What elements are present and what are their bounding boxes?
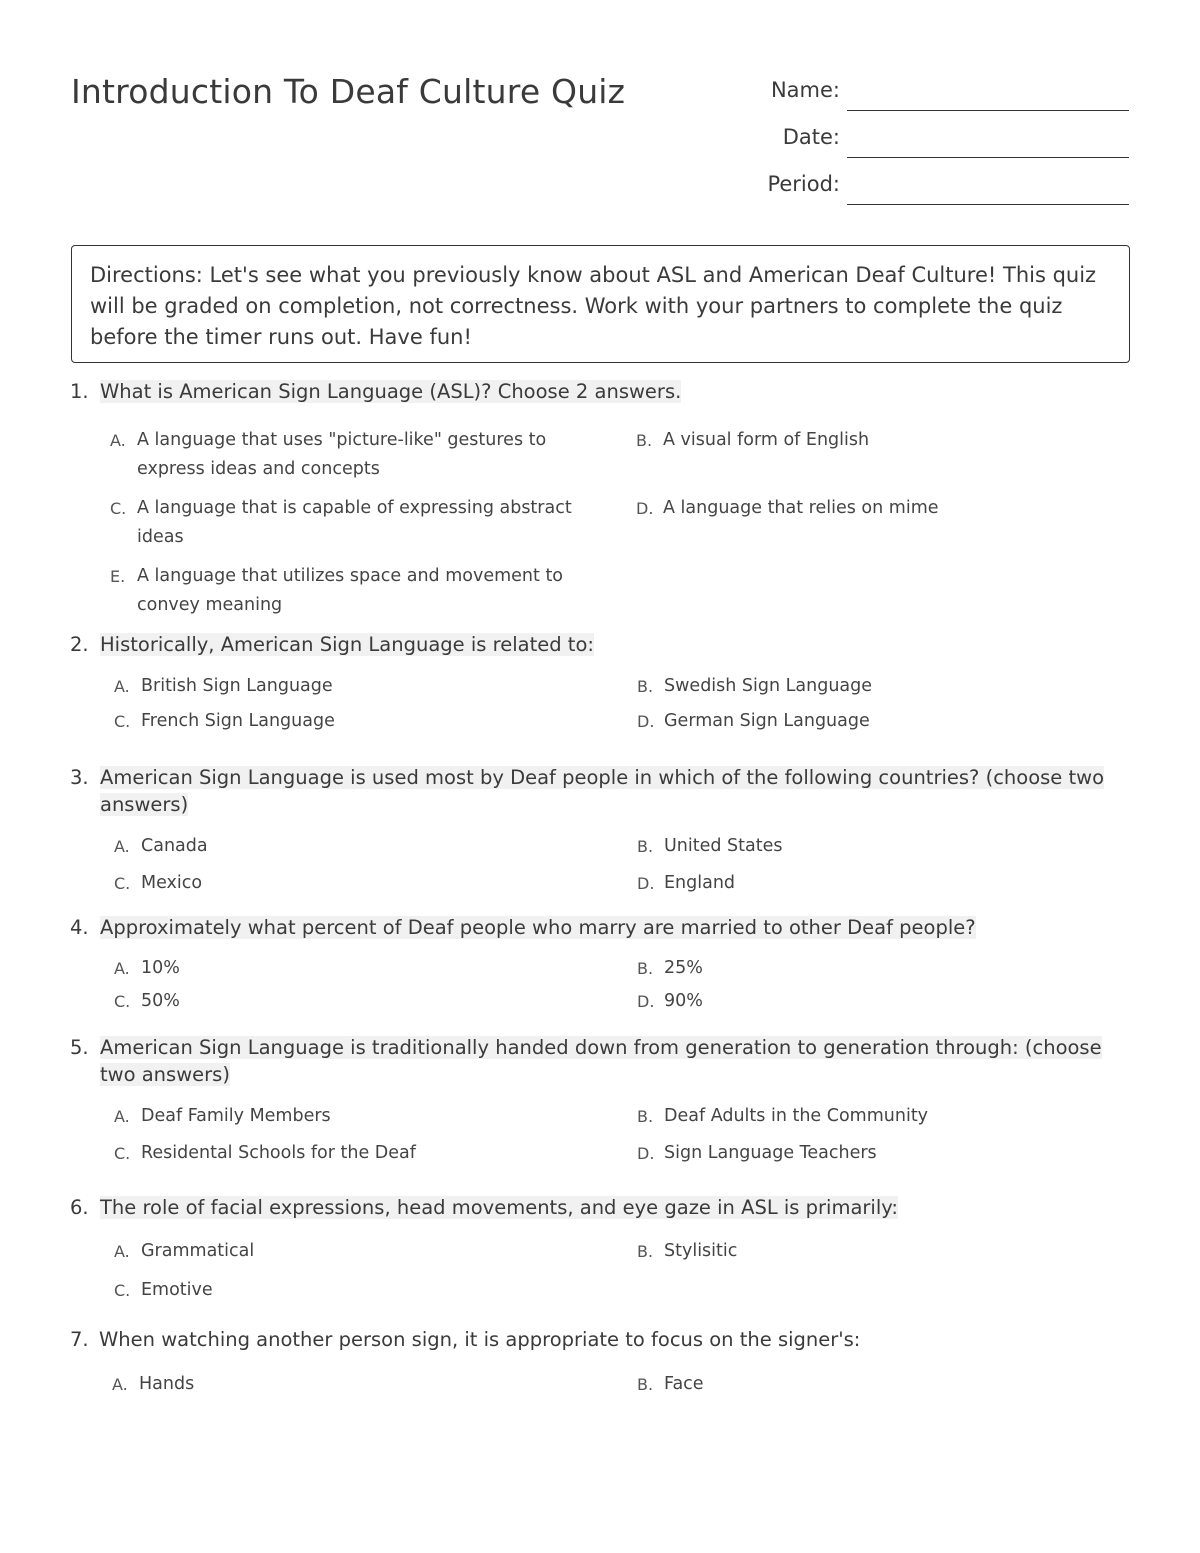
option-text: A language that relies on mime <box>663 498 939 518</box>
date-label: Date: <box>782 125 840 149</box>
option-letter: D. <box>637 874 655 893</box>
option-6c[interactable] <box>114 1276 584 1305</box>
option-letter: C. <box>114 1144 131 1163</box>
question-text: American Sign Language is used most by Deaf people in which of the following countries? (choose two answers) <box>100 766 1105 816</box>
date-field[interactable] <box>0 125 1200 165</box>
option-letter: D. <box>636 499 654 518</box>
option-5a[interactable] <box>114 1102 584 1131</box>
option-text: A language that is capable of expressing abstract ideas <box>137 498 572 547</box>
option-4d[interactable] <box>637 987 1107 1016</box>
option-letter: C. <box>110 499 127 518</box>
option-text: Deaf Adults in the Community <box>664 1106 929 1126</box>
option-text: Hands <box>139 1374 195 1394</box>
option-5b[interactable] <box>637 1102 1107 1131</box>
question-number: 2. <box>70 633 89 656</box>
question-1 <box>70 378 1130 405</box>
option-letter: C. <box>114 874 131 893</box>
option-letter: C. <box>114 712 131 731</box>
option-5d[interactable] <box>637 1139 1107 1168</box>
option-5c[interactable] <box>114 1139 584 1168</box>
option-3c[interactable] <box>114 869 584 898</box>
question-5 <box>70 1034 1130 1088</box>
question-2 <box>70 631 1130 658</box>
question-text: Approximately what percent of Deaf people who marry are married to other Deaf people? <box>100 916 976 939</box>
option-letter: A. <box>114 959 130 978</box>
option-text: Swedish Sign Language <box>664 676 873 696</box>
option-letter: B. <box>637 837 654 856</box>
option-letter: B. <box>636 431 653 450</box>
period-field[interactable] <box>0 172 1200 212</box>
option-letter: B. <box>637 1107 654 1126</box>
option-text: 25% <box>664 958 703 978</box>
option-letter: B. <box>637 1242 654 1261</box>
option-text: Residental Schools for the Deaf <box>141 1143 416 1163</box>
option-text: Deaf Family Members <box>141 1106 331 1126</box>
question-text: What is American Sign Language (ASL)? Choose 2 answers. <box>100 380 682 403</box>
option-2c[interactable] <box>114 707 584 736</box>
name-line[interactable] <box>847 110 1129 111</box>
question-7 <box>70 1326 1130 1353</box>
option-letter: C. <box>114 992 131 1011</box>
option-7a[interactable] <box>112 1370 582 1399</box>
option-letter: B. <box>637 1375 654 1394</box>
option-6b[interactable] <box>637 1237 1107 1266</box>
option-letter: D. <box>637 992 655 1011</box>
option-2d[interactable] <box>637 707 1107 736</box>
option-1d[interactable] <box>636 494 1106 523</box>
option-3b[interactable] <box>637 832 1107 861</box>
option-letter: A. <box>114 1107 130 1126</box>
name-field[interactable] <box>0 78 1200 118</box>
question-text: Historically, American Sign Language is related to: <box>100 633 594 656</box>
option-4b[interactable] <box>637 954 1107 983</box>
option-text: 90% <box>664 991 703 1011</box>
option-1e[interactable] <box>110 562 585 620</box>
option-letter: D. <box>637 712 655 731</box>
question-text: The role of facial expressions, head movements, and eye gaze in ASL is primarily: <box>100 1196 898 1219</box>
option-7b[interactable] <box>637 1370 1107 1399</box>
question-number: 4. <box>70 916 89 939</box>
option-1c[interactable] <box>110 494 595 552</box>
option-text: United States <box>664 836 783 856</box>
question-number: 7. <box>70 1328 89 1351</box>
date-line[interactable] <box>847 157 1129 158</box>
quiz-title: Introduction To Deaf Culture Quiz <box>71 72 626 111</box>
option-4a[interactable] <box>114 954 584 983</box>
option-2a[interactable] <box>114 672 584 701</box>
directions-box: Directions: Let's see what you previously know about ASL and American Deaf Culture! This quiz will be graded on completion, not correctness. Work with your partners to complete the quiz before the timer runs out. Have fun! <box>71 245 1130 363</box>
question-number: 3. <box>70 766 89 789</box>
option-text: Stylisitic <box>664 1241 738 1261</box>
question-3 <box>70 764 1130 818</box>
option-text: A language that uses "picture-like" gestures to express ideas and concepts <box>137 430 547 479</box>
question-4 <box>70 914 1130 941</box>
option-text: 10% <box>141 958 180 978</box>
option-2b[interactable] <box>637 672 1107 701</box>
option-1a[interactable] <box>110 426 580 484</box>
question-number: 1. <box>70 380 89 403</box>
option-text: Mexico <box>141 873 203 893</box>
name-label: Name: <box>770 78 840 102</box>
option-text: Canada <box>141 836 208 856</box>
option-3a[interactable] <box>114 832 584 861</box>
option-text: French Sign Language <box>141 711 335 731</box>
option-6a[interactable] <box>114 1237 584 1266</box>
question-text: American Sign Language is traditionally handed down from generation to generation through: (choose two answers) <box>100 1036 1102 1086</box>
option-letter: B. <box>637 959 654 978</box>
option-text: A language that utilizes space and movement to convey meaning <box>137 566 564 615</box>
option-text: Sign Language Teachers <box>664 1143 877 1163</box>
option-letter: E. <box>110 567 126 586</box>
option-text: German Sign Language <box>664 711 870 731</box>
option-text: A visual form of English <box>663 430 870 450</box>
option-3d[interactable] <box>637 869 1107 898</box>
option-1b[interactable] <box>636 426 1106 455</box>
option-text: 50% <box>141 991 180 1011</box>
option-text: Face <box>664 1374 704 1394</box>
question-number: 5. <box>70 1036 89 1059</box>
option-text: Grammatical <box>141 1241 255 1261</box>
option-text: England <box>664 873 736 893</box>
option-letter: A. <box>112 1375 128 1394</box>
period-label: Period: <box>767 172 840 196</box>
question-text: When watching another person sign, it is appropriate to focus on the signer's: <box>99 1328 861 1351</box>
option-letter: A. <box>114 1242 130 1261</box>
option-text: British Sign Language <box>141 676 333 696</box>
question-6 <box>70 1194 1130 1221</box>
period-line[interactable] <box>847 204 1129 205</box>
option-letter: B. <box>637 677 654 696</box>
option-text: Emotive <box>141 1280 213 1300</box>
option-4c[interactable] <box>114 987 584 1016</box>
option-letter: A. <box>110 431 126 450</box>
option-letter: C. <box>114 1281 131 1300</box>
option-letter: A. <box>114 677 130 696</box>
option-letter: A. <box>114 837 130 856</box>
option-letter: D. <box>637 1144 655 1163</box>
question-number: 6. <box>70 1196 89 1219</box>
